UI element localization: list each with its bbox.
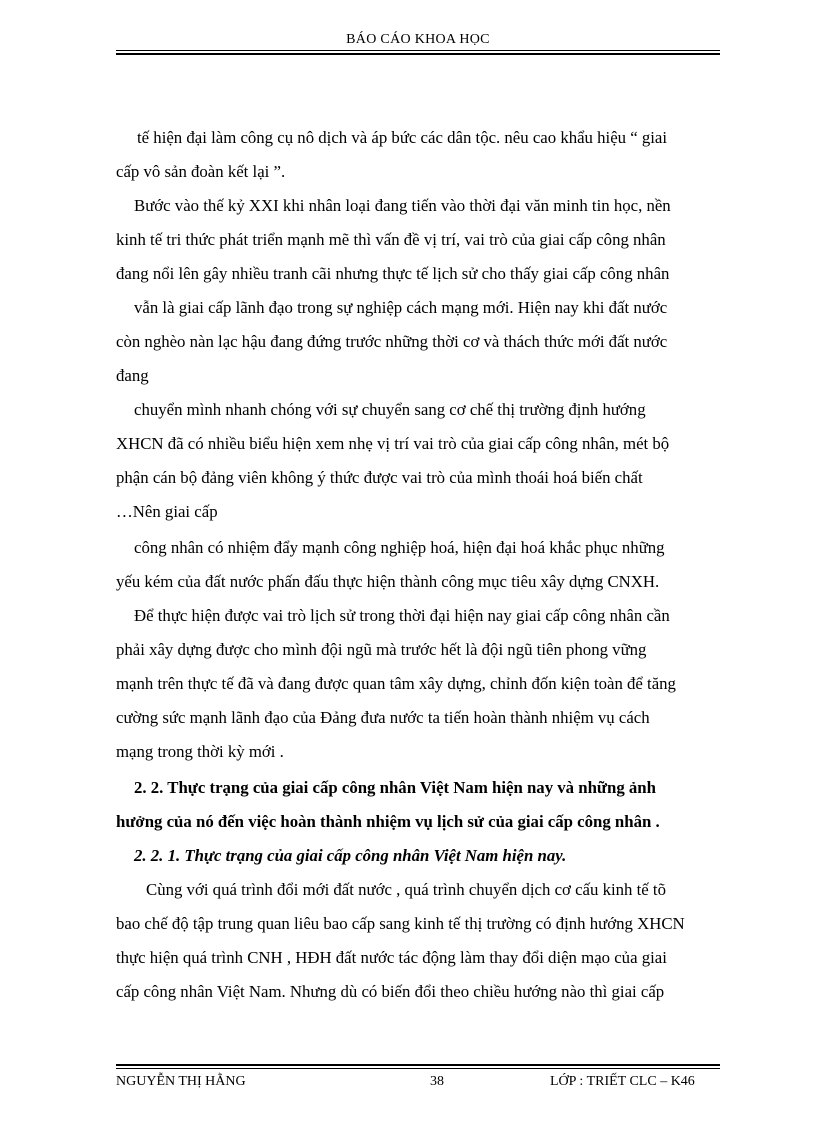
body-line: phận cán bộ đảng viên không ý thức được vai trò của mình thoái hoá biến chất [116,468,643,487]
body-line: tế hiện đại làm công cụ nô dịch và áp bức các dân tộc. nêu cao khẩu hiệu “ giai [137,128,668,147]
page-number: 38 [430,1074,444,1089]
body-line: Bước vào thế kỷ XXI khi nhân loại đang tiến vào thời đại văn minh tin học, nền [134,196,671,215]
body-line: cấp công nhân Việt Nam. Nhưng dù có biến đổi theo chiều hướng nào thì giai cấp [116,982,665,1001]
body-line: công nhân có nhiệm đẩy mạnh công nghiệp hoá, hiện đại hoá khắc phục những [134,538,665,557]
section-heading-cont: hưởng của nó đến việc hoàn thành nhiệm vụ lịch sử của giai cấp công nhân . [116,812,660,831]
body-line: bao chế độ tập trung quan liêu bao cấp sang kinh tế thị trường có định hướng XHCN [116,914,685,933]
body-line: thực hiện quá trình CNH , HĐH đất nước tác động làm thay đổi diện mạo của giai [116,948,667,967]
body-line: còn nghèo nàn lạc hậu đang đứng trước những thời cơ và thách thức mới đất nước [116,332,668,351]
body-line: Để thực hiện được vai trò lịch sử trong thời đại hiện nay giai cấp công nhân cần [134,606,670,625]
header-title: BÁO CÁO KHOA HỌC [346,32,490,47]
footer-rule-thick [116,1064,720,1066]
body-line: yếu kém của đất nước phấn đấu thực hiện thành công mục tiêu xây dựng CNXH. [116,572,660,591]
body-line: XHCN đã có nhiều biểu hiện xem nhẹ vị trí vai trò của giai cấp công nhân, mét bộ [116,434,670,453]
body-line: đang nổi lên gây nhiều tranh cãi nhưng thực tế lịch sử cho thấy giai cấp công nhân [116,264,670,283]
body-line: đang [116,366,149,385]
section-heading: 2. 2. Thực trạng của giai cấp công nhân Việt Nam hiện nay và những ảnh [134,778,656,797]
body-line: phải xây dựng được cho mình đội ngũ mà trước hết là đội ngũ tiên phong vững [116,640,647,659]
body-line: cấp vô sản đoàn kết lại ”. [116,162,286,181]
body-line: chuyển mình nhanh chóng với sự chuyển sang cơ chế thị trường định hướng [134,400,646,419]
footer-class: LỚP : TRIẾT CLC – K46 [550,1074,695,1089]
body-line: cường sức mạnh lãnh đạo của Đảng đưa nước ta tiến hoàn thành nhiệm vụ cách [116,708,650,727]
footer-author: NGUYỄN THỊ HẰNG [116,1074,246,1089]
body-line: vẫn là giai cấp lãnh đạo trong sự nghiệp cách mạng mới. Hiện nay khi đất nước [134,298,668,317]
section-subheading: 2. 2. 1. Thực trạng của giai cấp công nhân Việt Nam hiện nay. [134,846,567,865]
body-line: mạng trong thời kỳ mới . [116,742,284,761]
body-line: mạnh trên thực tế đã và đang được quan tâm xây dựng, chỉnh đốn kiện toàn để tăng [116,674,676,693]
header-rule [116,50,720,51]
body-line: Cùng với quá trình đổi mới đất nước , quá trình chuyển dịch cơ cấu kinh tế tõ [146,880,666,899]
body-line: kinh tế tri thức phát triển mạnh mẽ thì vấn đề vị trí, vai trò của giai cấp công nhân [116,230,666,249]
footer-rule [116,1068,720,1069]
header-rule-thick [116,53,720,55]
body-line: …Nên giai cấp [116,502,218,521]
